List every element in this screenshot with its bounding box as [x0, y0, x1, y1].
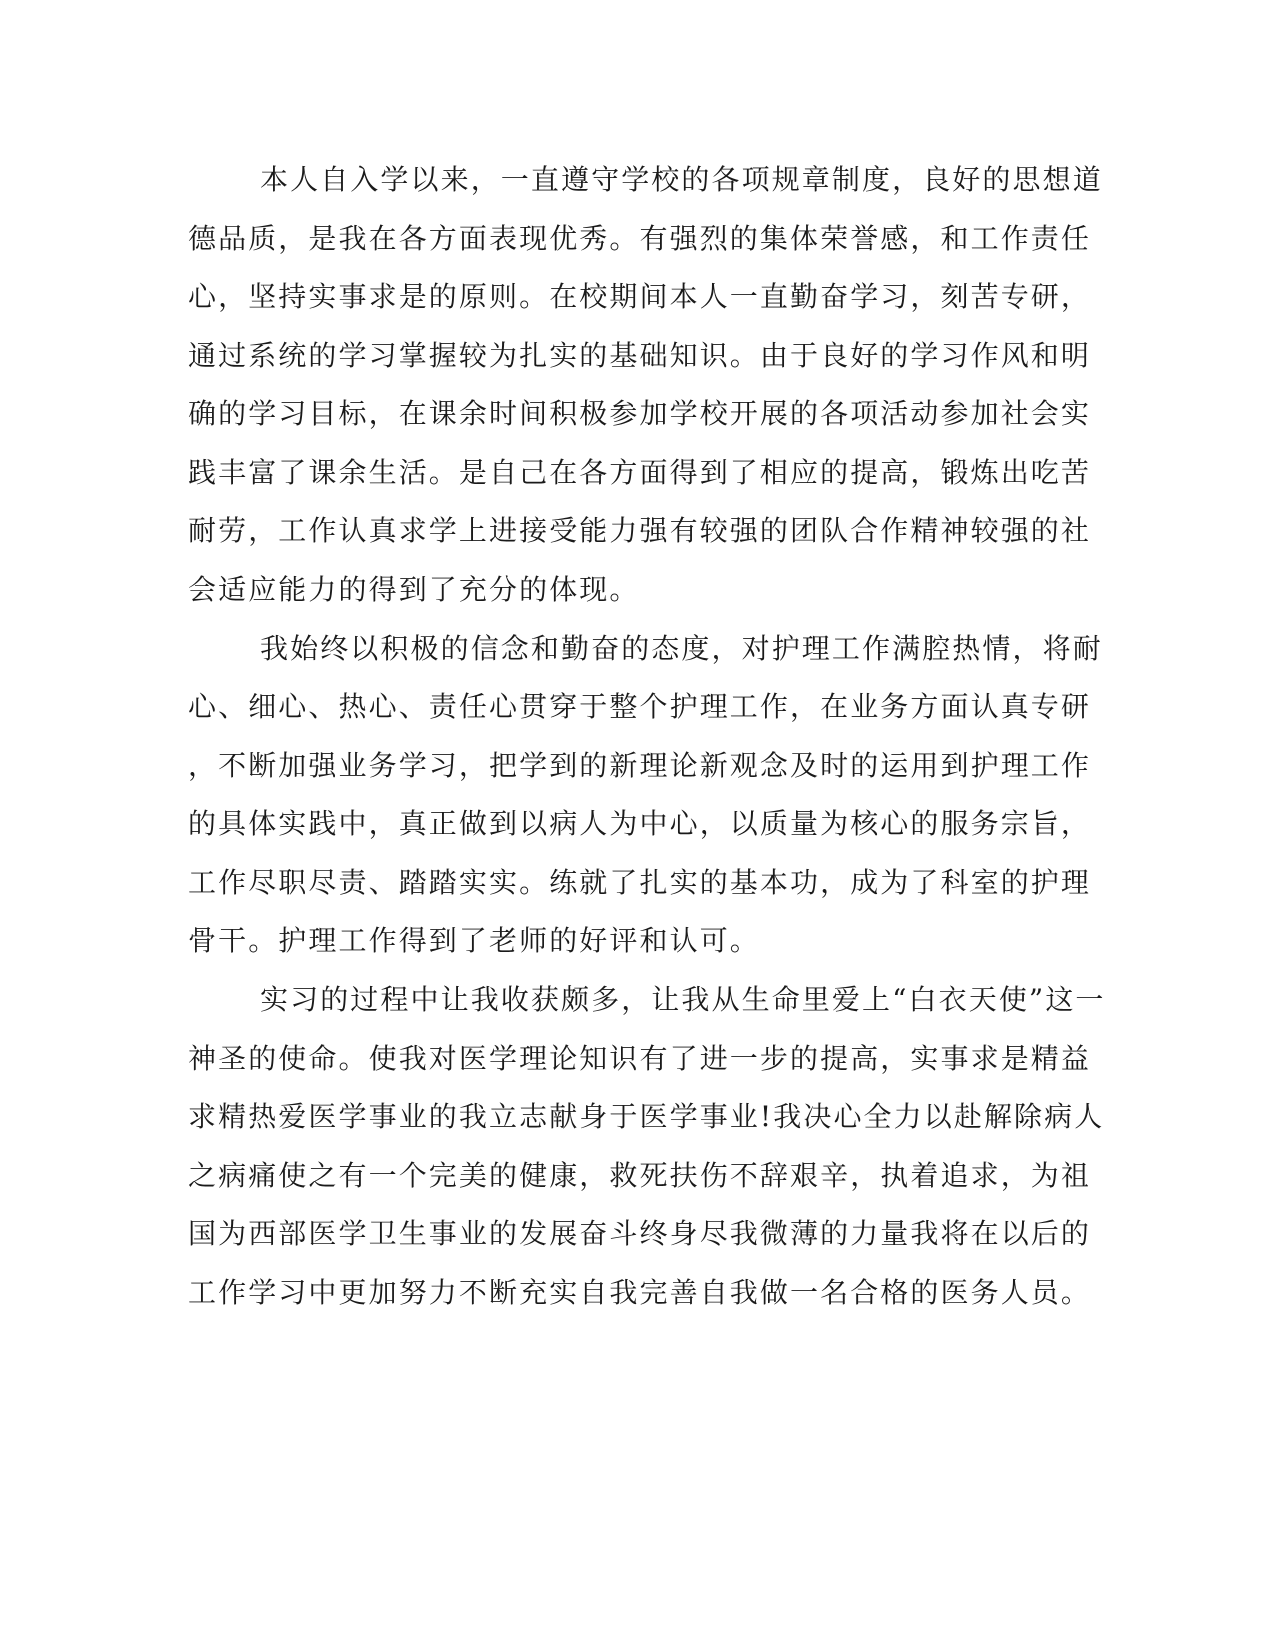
paragraph-3-line-2: 神圣的使命。使我对医学理论知识有了进一步的提高，实事求是精益	[188, 1042, 1092, 1075]
paragraph-1-line-1: 本人自入学以来，一直遵守学校的各项规章制度，良好的思想道	[260, 163, 1103, 196]
paragraph-1-line-7: 耐劳，工作认真求学上进接受能力强有较强的团队合作精神较强的社	[188, 514, 1092, 547]
paragraph-1-line-8: 会适应能力的得到了充分的体现。	[188, 573, 640, 606]
paragraph-1-line-6: 践丰富了课余生活。是自己在各方面得到了相应的提高，锻炼出吃苦	[188, 456, 1092, 489]
paragraph-2-line-1: 我始终以积极的信念和勤奋的态度，对护理工作满腔热情，将耐	[260, 632, 1103, 665]
paragraph-2-line-2: 心、细心、热心、责任心贯穿于整个护理工作，在业务方面认真专研	[188, 690, 1092, 723]
paragraph-1-line-3: 心，坚持实事求是的原则。在校期间本人一直勤奋学习，刻苦专研，	[188, 280, 1092, 313]
paragraph-1-line-2: 德品质，是我在各方面表现优秀。有强烈的集体荣誉感，和工作责任	[188, 222, 1092, 255]
paragraph-3-line-3: 求精热爱医学事业的我立志献身于医学事业!我决心全力以赴解除病人	[188, 1100, 1105, 1133]
paragraph-1-line-5: 确的学习目标，在课余时间积极参加学校开展的各项活动参加社会实	[188, 397, 1092, 430]
paragraph-2-line-6: 骨干。护理工作得到了老师的好评和认可。	[188, 924, 760, 957]
paragraph-3-line-1: 实习的过程中让我收获颇多，让我从生命里爱上“白衣天使”这一	[260, 983, 1106, 1016]
paragraph-3-line-6: 工作学习中更加努力不断充实自我完善自我做一名合格的医务人员。	[188, 1276, 1092, 1309]
paragraph-3-line-4: 之病痛使之有一个完美的健康，救死扶伤不辞艰辛，执着追求，为祖	[188, 1159, 1092, 1192]
paragraph-2-line-4: 的具体实践中，真正做到以病人为中心，以质量为核心的服务宗旨，	[188, 807, 1092, 840]
paragraph-3-line-5: 国为西部医学卫生事业的发展奋斗终身尽我微薄的力量我将在以后的	[188, 1217, 1092, 1250]
paragraph-2-line-5: 工作尽职尽责、踏踏实实。练就了扎实的基本功，成为了科室的护理	[188, 866, 1092, 899]
paragraph-2-line-3: ，不断加强业务学习，把学到的新理论新观念及时的运用到护理工作	[188, 749, 1092, 782]
paragraph-1-line-4: 通过系统的学习掌握较为扎实的基础知识。由于良好的学习作风和明	[188, 339, 1092, 372]
